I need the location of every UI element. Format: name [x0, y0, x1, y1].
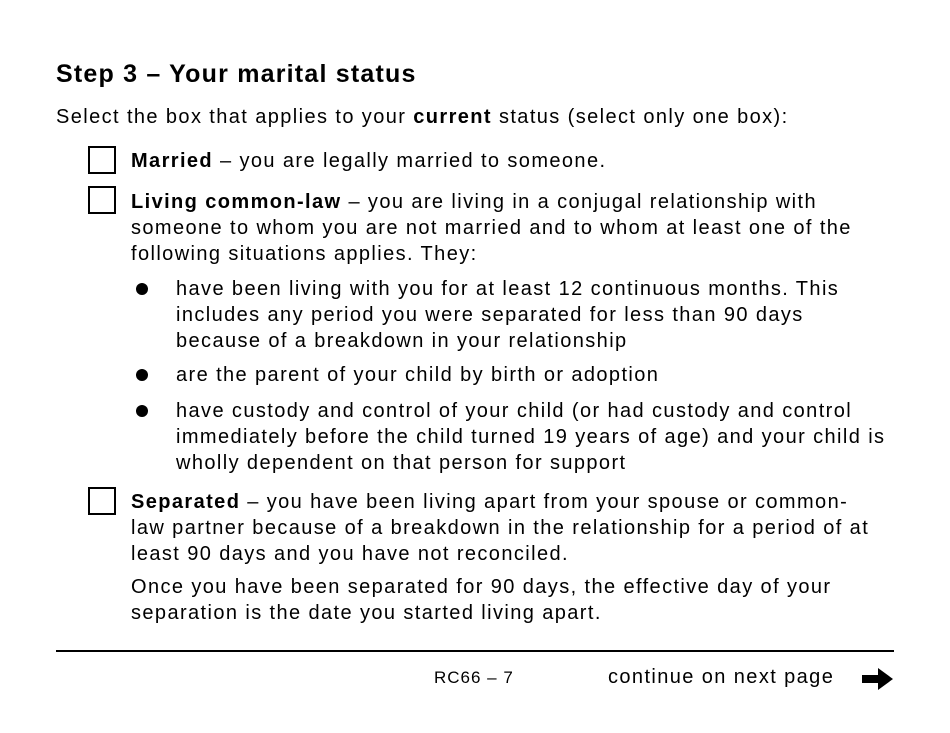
condition-text: have custody and control of your child (or had custody and control immediately before the child turned 19 years of age) and your child is wholly dependent on that person for support — [176, 400, 886, 474]
bullet-icon — [136, 405, 148, 417]
footer-divider — [56, 650, 894, 652]
condition-text: have been living with you for at least 12 continuous months. This includes any period you were separated for less than 90 days because of a breakdown in your relationship — [176, 278, 840, 352]
step-title: Step 3 – Your marital status — [56, 60, 417, 88]
condition-text: are the parent of your child by birth or adoption — [176, 364, 660, 386]
separated-checkbox[interactable] — [88, 487, 116, 515]
instructions-text: Select the box that applies to your — [56, 106, 414, 128]
separated-label: Separated — [131, 491, 241, 513]
instructions-text-end: status (select only one box): — [491, 106, 789, 128]
married-checkbox[interactable] — [88, 146, 116, 174]
page-number: RC66 – 7 — [434, 668, 514, 687]
separation-note: Once you have been separated for 90 days, the effective day of your separation is the date you started living apart. — [131, 576, 832, 624]
common-law-checkbox[interactable] — [88, 186, 116, 214]
married-description: – you are legally married to someone. — [213, 150, 607, 172]
separated-description: – you have been living apart from your spouse or common-law partner because of a breakdown in the relationship for a period of at least 90 days and you have not reconciled. — [131, 491, 870, 565]
bullet-icon — [136, 369, 148, 381]
common-law-text — [131, 189, 891, 267]
right-arrow-icon — [862, 667, 894, 691]
married-text — [131, 148, 891, 174]
continue-text: continue on next page — [608, 666, 835, 688]
instructions — [56, 106, 789, 129]
common-law-description: – you are living in a conjugal relationship with someone to whom you are not married and to whom at least one of the following situations applies. They: — [131, 191, 852, 265]
instructions-emphasis: current — [413, 106, 492, 128]
married-label: Married — [131, 150, 214, 172]
separated-text — [131, 489, 876, 567]
bullet-icon — [136, 283, 148, 295]
common-law-label: Living common-law — [131, 191, 342, 213]
